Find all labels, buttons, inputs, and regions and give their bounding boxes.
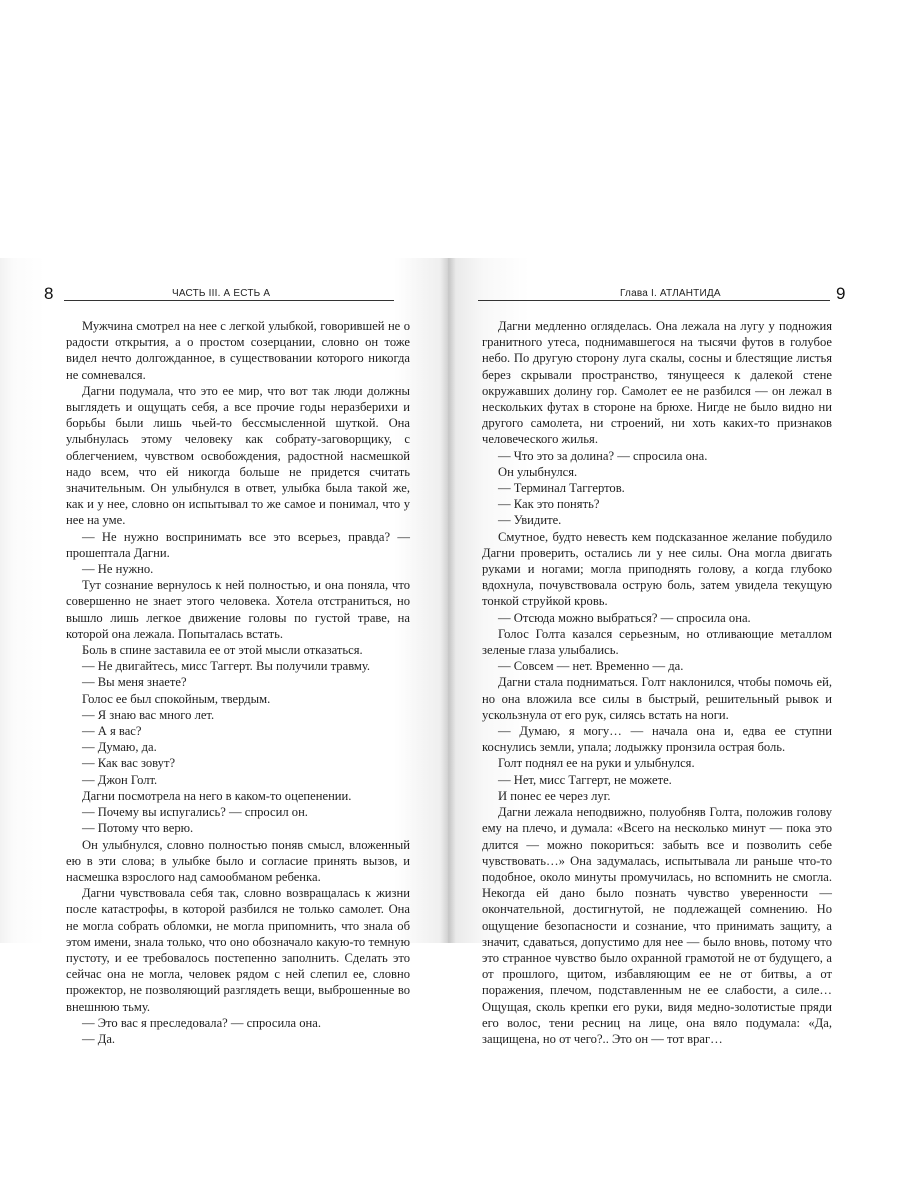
paragraph: Голос Голта казался серьезным, но отливающие металлом зеленые глаза улыбались. <box>482 626 832 658</box>
paragraph: — Как это понять? <box>498 497 600 512</box>
paragraph: Боль в спине заставила ее от этой мысли отказаться. <box>82 643 363 658</box>
header-rule <box>64 300 394 301</box>
paragraph: — Думаю, да. <box>82 740 157 755</box>
running-head: ЧАСТЬ III. А ЕСТЬ А <box>172 288 271 299</box>
paragraph: Дагни стала подниматься. Голт наклонился, чтобы помочь ей, но она вложила все силы в быстрый, решительный рывок и ускользнула от его рук, силясь встать на ноги. <box>482 675 832 722</box>
header-rule <box>478 300 830 301</box>
paragraph: — Как вас зовут? <box>82 756 176 771</box>
paragraph: Дагни посмотрела на него в каком-то оцепенении. <box>82 788 352 803</box>
paragraph: Дагни подумала, что это ее мир, что вот так люди должны выглядеть и ощущать себя, а все прочие годы неразберихи и борьбы были лишь чьей-то бессмысленной шуткой. Она улыбнулась этому человеку как собрату-заговорщику, с облегчением, чувством освобождения, радостной насмешкой надо всем, что ей никогда больше не придется считать значительным. Он улыбнулся в ответ, улыбка была такой же, как и у нее, словно он испытывал то же самое и понимал, что у нее на уме. <box>66 383 410 528</box>
paragraph: Смутное, будто невесть кем подсказанное желание побудило Дагни проверить, остались ли у нее силы. Она могла двигать руками и ногами; могла приподнять голову, а когда глубоко вдохнула, почувствовала острую боль, затем увидела текущую тонкой струйкой кровь. <box>482 529 832 609</box>
running-head: Глава I. АТЛАНТИДА <box>620 288 721 299</box>
paragraph: — Потому что верю. <box>82 821 194 836</box>
page-body <box>66 318 410 1047</box>
paragraph: — Вы меня знаете? <box>82 675 187 690</box>
book-spread <box>0 258 900 1046</box>
paragraph: Дагни чувствовала себя так, словно возвращалась к жизни после катастрофы, в которой разбился не только самолет. Она не могла собрать обломки, не могла припомнить, что знала об этом имени, знала только, что оно обозначало какую-то темную пустоту, и ее требовалось постепенно заполнить. Сделать это сейчас она не могла, человек рядом с ней слепил ее, словно прожектор, не позволяющий разглядеть вещи, выброшенные во внешнюю тьму. <box>66 886 410 1014</box>
right-page <box>448 258 900 1046</box>
paragraph: — Да. <box>82 1031 116 1046</box>
paragraph: — Совсем — нет. Временно — да. <box>498 659 684 674</box>
paragraph: — Я знаю вас много лет. <box>82 707 215 722</box>
paragraph: — Терминал Таггертов. <box>498 481 625 496</box>
paragraph: Он улыбнулся, словно полностью поняв смысл, вложенный ею в эти слова; в улыбке было и согласие принять вызов, и насмешка взрослого над самообманом ребенка. <box>66 837 410 884</box>
paragraph: — Увидите. <box>498 513 562 528</box>
paragraph: Голт поднял ее на руки и улыбнулся. <box>498 756 695 771</box>
paragraph: — Думаю, я могу… — начала она и, едва ее ступни коснулись земли, упала; лодыжку пронзила острая боль. <box>482 724 832 755</box>
paragraph: — Нет, мисс Таггерт, не можете. <box>498 772 672 787</box>
paragraph: — Почему вы испугались? — спросил он. <box>82 805 308 820</box>
paragraph: — Что это за долина? — спросила она. <box>498 448 708 463</box>
page-number: 8 <box>44 284 54 303</box>
left-page <box>0 258 448 1046</box>
book-gutter <box>440 258 456 943</box>
paragraph: Он улыбнулся. <box>498 464 578 479</box>
paragraph: Дагни лежала неподвижно, полуобняв Голта, положив голову ему на плечо, и думала: «Всего на несколько минут — пока это длится — можно покориться: забыть все и позволить себе чувствовать…» Она задумалась, испытывала ли раньше что-то подобное, около минуты промучилась, но вспомнить не смогла. Некогда ей дано было познать чувство уверенности — окончательной, достигнутой, не подлежащей сомнению. Но ощущение безопасности и сознание, что принимать защиту, а значит, сдаваться, допустимо для нее — было вновь, потому что это странное чувство было охранной грамотой не от будущего, а от прошлого, щитом, избавляющим ее не от битвы, а от поражения, плечом, подставленным не ее слабости, а силе… Ощущая, сколь крепки его руки, видя медно-золотистые пряди его волос, тени ресниц на лице, она вяло подумала: «Да, защищена, но от чего?.. Это он — тот враг… <box>482 805 832 1046</box>
paragraph: — А я вас? <box>82 724 142 739</box>
paragraph: — Не нужно воспринимать все это всерьез, правда? — прошептала Дагни. <box>66 529 410 560</box>
paragraph: — Это вас я преследовала? — спросила она. <box>82 1015 322 1030</box>
paragraph: Дагни медленно огляделась. Она лежала на лугу у подножия гранитного утеса, поднимавшегося на тысячи футов в голубое небо. По другую сторону луга скалы, сосны и блестящие листья берез скрывали пространство, тянущееся к далекой стене окружавших долину гор. Самолет ее не разбился — он лежал в нескольких футах в стороне на брюхе. Нигде не было видно ни другого самолета, ни строений, ни хоть каких-то признаков человеческого жилья. <box>482 319 832 447</box>
paragraph: — Джон Голт. <box>82 772 158 787</box>
paragraph: И понес ее через луг. <box>498 788 611 803</box>
paragraph: Тут сознание вернулось к ней полностью, и она поняла, что совершенно не знает этого человека. Хотела отстраниться, но вышло лишь легкое движение головы по густой траве, на которой она лежала. Попыталась встать. <box>66 578 410 641</box>
page-body <box>482 318 832 1047</box>
paragraph: — Отсюда можно выбраться? — спросила она. <box>498 610 751 625</box>
page-number: 9 <box>836 284 846 303</box>
paragraph: — Не нужно. <box>82 562 154 577</box>
paragraph: Мужчина смотрел на нее с легкой улыбкой, говорившей не о радости открытия, а о простом созерцании, словно он тоже видел нечто долгожданное, в существовании которого никогда не сомневался. <box>66 319 410 382</box>
paragraph: Голос ее был спокойным, твердым. <box>82 691 271 706</box>
paragraph: — Не двигайтесь, мисс Таггерт. Вы получили травму. <box>82 659 371 674</box>
